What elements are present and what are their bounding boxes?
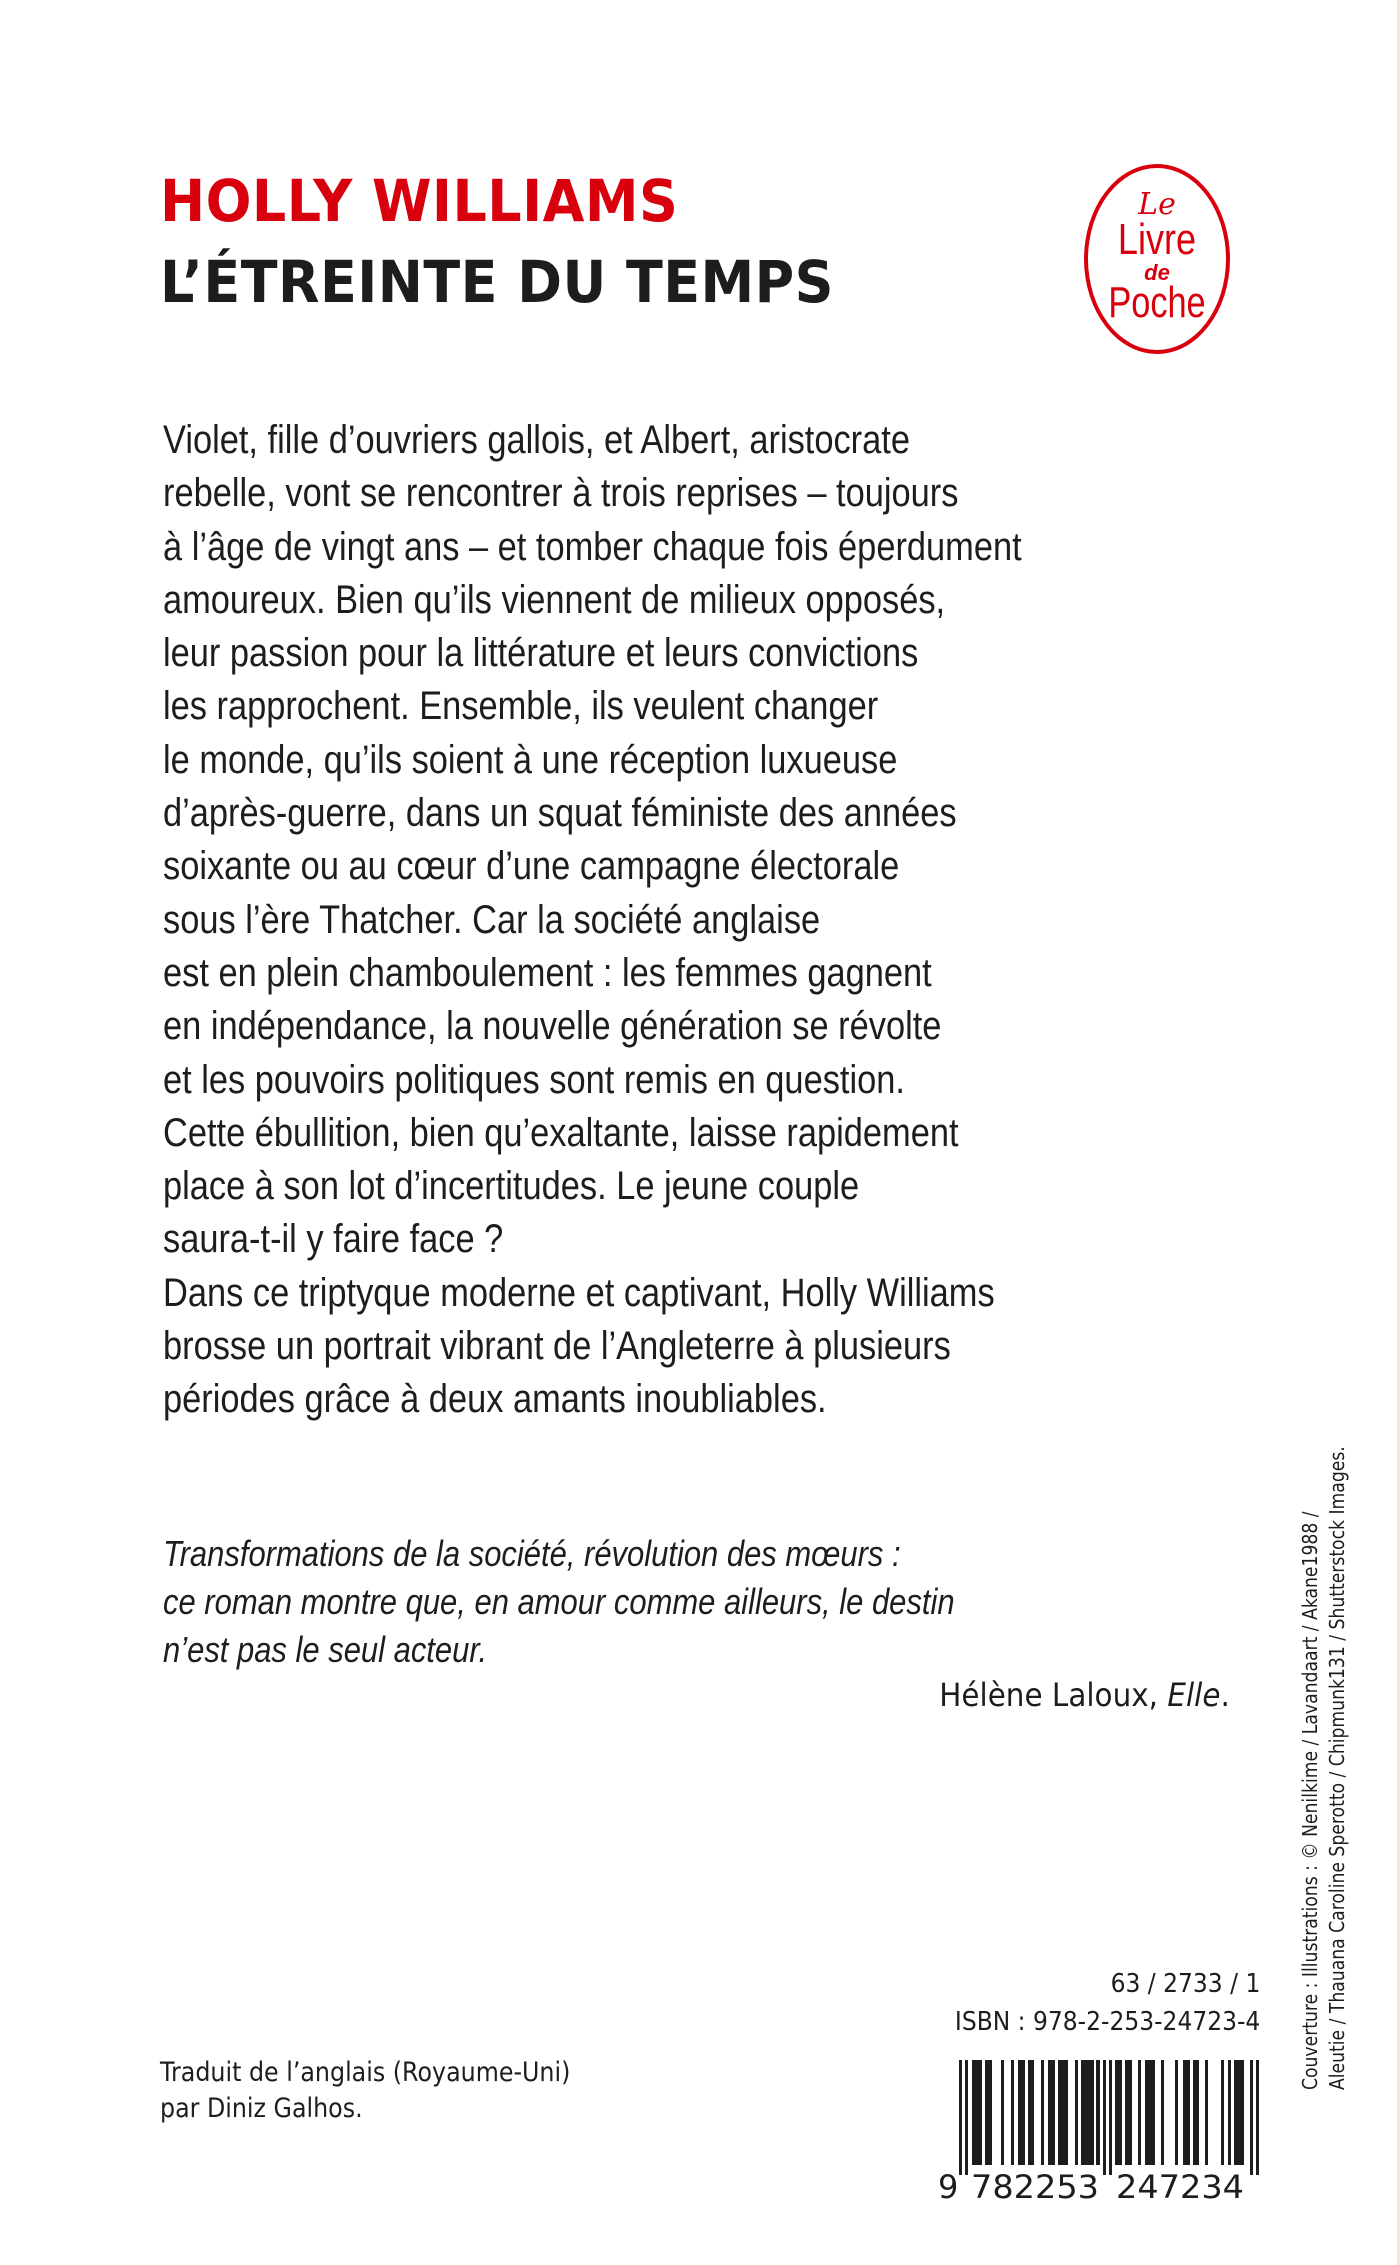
blurb — [163, 414, 1283, 1427]
blurb-line: Dans ce triptyque moderne et captivant, Holly Williams — [163, 1270, 995, 1315]
translation-line-2: par Diniz Galhos. — [160, 2093, 363, 2124]
blurb-line: brosse un portrait vibrant de l’Angleterre à plusieurs — [163, 1324, 951, 1369]
press-quote — [163, 1530, 1083, 1674]
logo-text-de: de — [1144, 260, 1170, 285]
quote-line: ce roman montre que, en amour comme ailleurs, le destin — [163, 1581, 955, 1622]
author-name: HOLLY WILLIAMS — [160, 167, 679, 235]
blurb-line: leur passion pour la littérature et leurs convictions — [163, 631, 919, 676]
barcode-first-digit: 9 — [938, 2168, 959, 2205]
quote-source: Elle — [1167, 1676, 1221, 1714]
barcode-bars-icon — [938, 2060, 1262, 2205]
blurb-line: et les pouvoirs politiques sont remis en question. — [163, 1057, 905, 1102]
translation-credit — [160, 2055, 626, 2127]
quote-line: n’est pas le seul acteur. — [163, 1629, 488, 1670]
blurb-line: les rapprochent. Ensemble, ils veulent changer — [163, 684, 879, 729]
quote-attribution — [939, 1675, 1230, 1715]
blurb-line: saura-t-il y faire face ? — [163, 1217, 504, 1262]
barcode-left-digits: 782253 — [971, 2168, 1099, 2205]
blurb-line: d’après-guerre, dans un squat féministe des années — [163, 791, 957, 836]
blurb-line: soixante ou au cœur d’une campagne électorale — [163, 844, 900, 889]
quote-author: Hélène Laloux, — [939, 1676, 1159, 1714]
blurb-line: périodes grâce à deux amants inoubliables. — [163, 1377, 827, 1422]
blurb-line: amoureux. Bien qu’ils viennent de milieux opposés, — [163, 577, 946, 622]
blurb-line: rebelle, vont se rencontrer à trois reprises – toujours — [163, 471, 959, 516]
blurb-line: le monde, qu’ils soient à une réception luxueuse — [163, 737, 898, 782]
catalog-info — [921, 1965, 1260, 2041]
blurb-line: sous l’ère Thatcher. Car la société anglaise — [163, 897, 821, 942]
barcode-right-digits: 247234 — [1116, 2168, 1244, 2205]
isbn: ISBN : 978-2-253-24723-4 — [954, 2007, 1260, 2037]
blurb-line: à l’âge de vingt ans – et tomber chaque fois éperdument — [163, 524, 1022, 569]
logo-text-livre: Livre — [1117, 215, 1197, 264]
translation-line-1: Traduit de l’anglais (Royaume-Uni) — [160, 2057, 571, 2088]
logo-text-poche: Poche — [1108, 278, 1206, 327]
quote-line: Transformations de la société, révolution des mœurs : — [163, 1533, 901, 1574]
ean-barcode — [938, 2060, 1262, 2205]
blurb-line: Violet, fille d’ouvriers gallois, et Albert, aristocrate — [163, 418, 910, 462]
blurb-line: Cette ébullition, bien qu’exaltante, laisse rapidement — [163, 1110, 959, 1155]
blurb-line: place à son lot d’incertitudes. Le jeune couple — [163, 1164, 860, 1209]
blurb-line: est en plein chamboulement : les femmes gagnent — [163, 950, 932, 995]
book-title: L’ÉTREINTE DU TEMPS — [160, 248, 835, 316]
catalog-code: 63 / 2733 / 1 — [1110, 1969, 1260, 1999]
cover-credits — [1297, 1280, 1351, 2090]
blurb-line: en indépendance, la nouvelle génération se révolte — [163, 1004, 942, 1049]
quote-source-suffix: . — [1220, 1676, 1230, 1714]
logo-text-le: Le — [1138, 187, 1176, 222]
publisher-logo — [1084, 164, 1230, 354]
credits-line-2: Aleutie / Thauana Caroline Sperotto / Chipmunk131 / Shutterstock Images. — [1325, 1446, 1349, 2090]
credits-line-1: Couverture : Illustrations : © Nenilkime / Lavandaart / Akane1988 / — [1298, 1511, 1322, 2090]
